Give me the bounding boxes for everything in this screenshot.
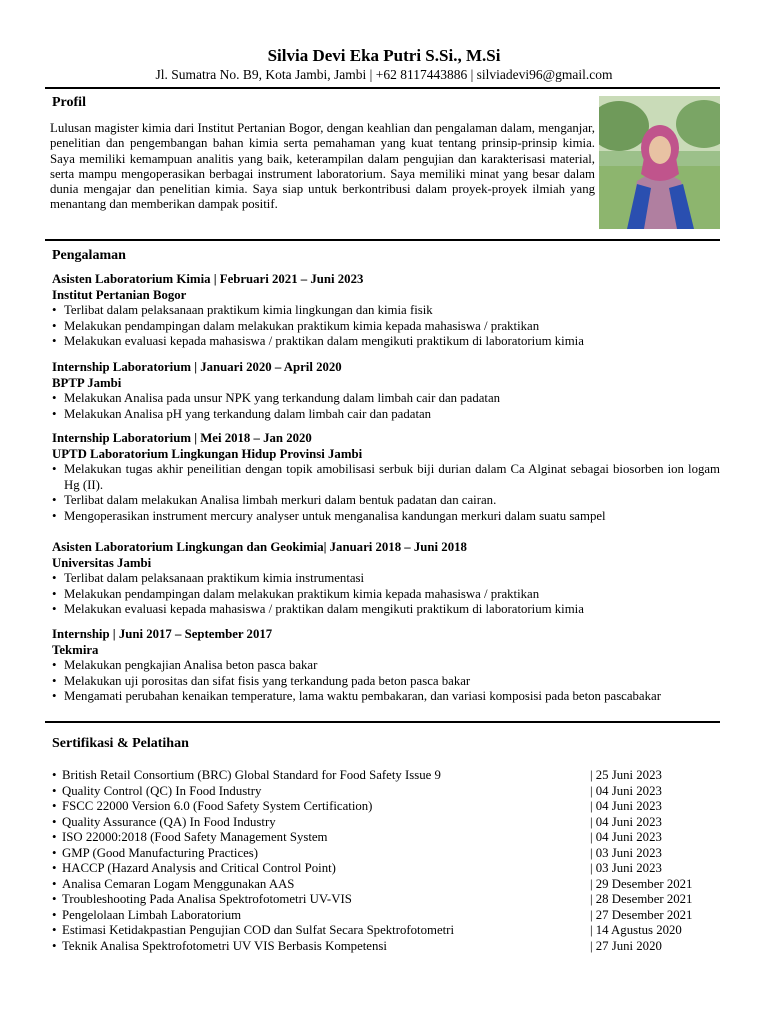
list-item — [52, 846, 720, 862]
list-item: • Melakukan uji porositas dan sifat fisis yang terkandung pada beton pasca bakar — [52, 674, 720, 690]
certification-date: | 03 Juni 2023 — [590, 845, 662, 860]
certification-date: | 29 Desember 2021 — [590, 876, 693, 891]
job-bullets — [52, 462, 720, 524]
experience-entry — [52, 430, 720, 524]
job-bullets — [52, 391, 720, 422]
job-organization: Universitas Jambi — [52, 556, 152, 570]
list-item — [52, 799, 720, 815]
list-item: • Terlibat dalam pelaksanaan praktikum kimia instrumentasi — [52, 571, 720, 587]
certification-name: • GMP (Good Manufacturing Practices) — [52, 846, 590, 862]
job-bullets — [52, 303, 720, 350]
profile-photo — [599, 96, 720, 229]
certification-name: • Pengelolaan Limbah Laboratorium — [52, 908, 590, 924]
profile-summary: Lulusan magister kimia dari Institut Pertanian Bogor, dengan keahlian dan pengalaman dalam, menganjar, penelitian dan pengembangan bahan kimia serta pemahaman yang kuat tentang prinsip-prinsip kimia. Saya memiliki kemampuan analitis yang baik, keterampilan dalam pengujian dan karakterisasi material, serta mampu mengoperasikan berbagai instrument laboratorium. Saya memiliki minat yang besar dalam dunia mengajar dan penelitian kimia. Saya siap untuk berkontribusi dalam proyek-proyek ilmiah yang menantang dan memberikan dampak positif. — [50, 121, 595, 212]
list-item — [52, 939, 720, 955]
contact-line: Jl. Sumatra No. B9, Kota Jambi, Jambi | +62 8117443886 | silviadevi96@gmail.com — [155, 67, 613, 82]
certification-list — [52, 768, 720, 954]
certification-date: | 04 Juni 2023 — [590, 783, 662, 798]
certification-name: • ISO 22000:2018 (Food Safety Management System — [52, 830, 590, 846]
list-item: • Melakukan Analisa pH yang terkandung dalam limbah cair dan padatan — [52, 407, 720, 423]
list-item: • Melakukan evaluasi kepada mahasiswa / praktikan dalam mengikuti praktikum di laboratorium kimia — [52, 602, 720, 618]
section-title-experience: Pengalaman — [52, 248, 126, 263]
certification-name: • Estimasi Ketidakpastian Pengujian COD dan Sulfat Secara Spektrofotometri — [52, 923, 590, 939]
list-item — [52, 877, 720, 893]
certification-name: • Teknik Analisa Spektrofotometri UV VIS Berbasis Kompetensi — [52, 939, 590, 955]
list-item — [52, 830, 720, 846]
certification-name: • HACCP (Hazard Analysis and Critical Control Point) — [52, 861, 590, 877]
list-item — [52, 892, 720, 908]
list-item: • Melakukan evaluasi kepada mahasiswa / praktikan dalam mengikuti praktikum di laboratorium kimia — [52, 334, 720, 350]
section-title-certifications: Sertifikasi & Pelatihan — [52, 736, 189, 751]
certification-date: | 03 Juni 2023 — [590, 861, 662, 875]
certification-date: | 14 Agustus 2020 — [590, 923, 682, 937]
list-item: • Melakukan pendampingan dalam melakukan praktikum kimia kepada mahasiswa / praktikan — [52, 319, 720, 335]
job-bullets — [52, 658, 720, 705]
job-title: Internship Laboratorium | Januari 2020 – April 2020 — [52, 360, 342, 374]
experience-entry — [52, 359, 720, 422]
section-title-profile: Profil — [52, 95, 86, 110]
list-item: • Melakukan pendampingan dalam melakukan praktikum kimia kepada mahasiswa / praktikan — [52, 587, 720, 603]
list-item — [52, 861, 720, 877]
job-organization: BPTP Jambi — [52, 376, 122, 390]
experience-entry — [52, 271, 720, 350]
list-item — [52, 768, 720, 784]
experience-entry — [52, 626, 720, 705]
list-item: • Terlibat dalam pelaksanaan praktikum kimia lingkungan dan kimia fisik — [52, 303, 720, 319]
certification-date: | 27 Juni 2020 — [590, 938, 662, 953]
job-title: Asisten Laboratorium Kimia | Februari 2021 – Juni 2023 — [52, 272, 364, 286]
list-item — [52, 815, 720, 831]
list-item: • Terlibat dalam melakukan Analisa limbah merkuri dalam bentuk padatan dan cairan. — [52, 493, 720, 509]
certification-name: • Troubleshooting Pada Analisa Spektrofotometri UV-VIS — [52, 892, 590, 908]
divider — [45, 87, 720, 89]
list-item — [52, 784, 720, 800]
job-title: Internship | Juni 2017 – September 2017 — [52, 627, 273, 641]
job-title: Internship Laboratorium | Mei 2018 – Jan 2020 — [52, 431, 312, 445]
list-item: • Mengamati perubahan kenaikan temperature, lama waktu pembakaran, dan variasi komposisi pada beton pascabakar — [52, 689, 720, 705]
resume-name: Silvia Devi Eka Putri S.Si., M.Si — [267, 46, 501, 65]
certification-date: | 04 Juni 2023 — [590, 830, 662, 844]
certification-date: | 25 Juni 2023 — [590, 768, 662, 782]
job-organization: UPTD Laboratorium Lingkungan Hidup Provinsi Jambi — [52, 447, 363, 461]
certification-name: • Analisa Cemaran Logam Menggunakan AAS — [52, 877, 590, 893]
certification-name: • FSCC 22000 Version 6.0 (Food Safety System Certification) — [52, 799, 590, 815]
certification-date: | 28 Desember 2021 — [590, 892, 693, 906]
list-item: • Melakukan tugas akhir peneilitian dengan topik amobilisasi serbuk biji durian dalam Ca Alginat sebagai biosorben ion logam Hg (II). — [52, 462, 720, 493]
certification-date: | 27 Desember 2021 — [590, 907, 693, 922]
certification-date: | 04 Juni 2023 — [590, 799, 662, 813]
certification-date: | 04 Juni 2023 — [590, 814, 662, 829]
divider — [45, 239, 720, 241]
list-item: • Melakukan pengkajian Analisa beton pasca bakar — [52, 658, 720, 674]
list-item: • Melakukan Analisa pada unsur NPK yang terkandung dalam limbah cair dan padatan — [52, 391, 720, 407]
job-organization: Tekmira — [52, 643, 99, 657]
certification-name: • Quality Assurance (QA) In Food Industry — [52, 815, 590, 831]
divider — [45, 721, 720, 723]
experience-entry — [52, 539, 720, 618]
job-title: Asisten Laboratorium Lingkungan dan Geokimia| Januari 2018 – Juni 2018 — [52, 540, 467, 554]
list-item — [52, 908, 720, 924]
certification-name: • British Retail Consortium (BRC) Global Standard for Food Safety Issue 9 — [52, 768, 590, 784]
list-item — [52, 923, 720, 939]
job-organization: Institut Pertanian Bogor — [52, 288, 187, 302]
certification-name: • Quality Control (QC) In Food Industry — [52, 784, 590, 800]
job-bullets — [52, 571, 720, 618]
list-item: • Mengoperasikan instrument mercury analyser untuk menganalisa kandungan merkuri dalam suatu sampel — [52, 509, 720, 525]
